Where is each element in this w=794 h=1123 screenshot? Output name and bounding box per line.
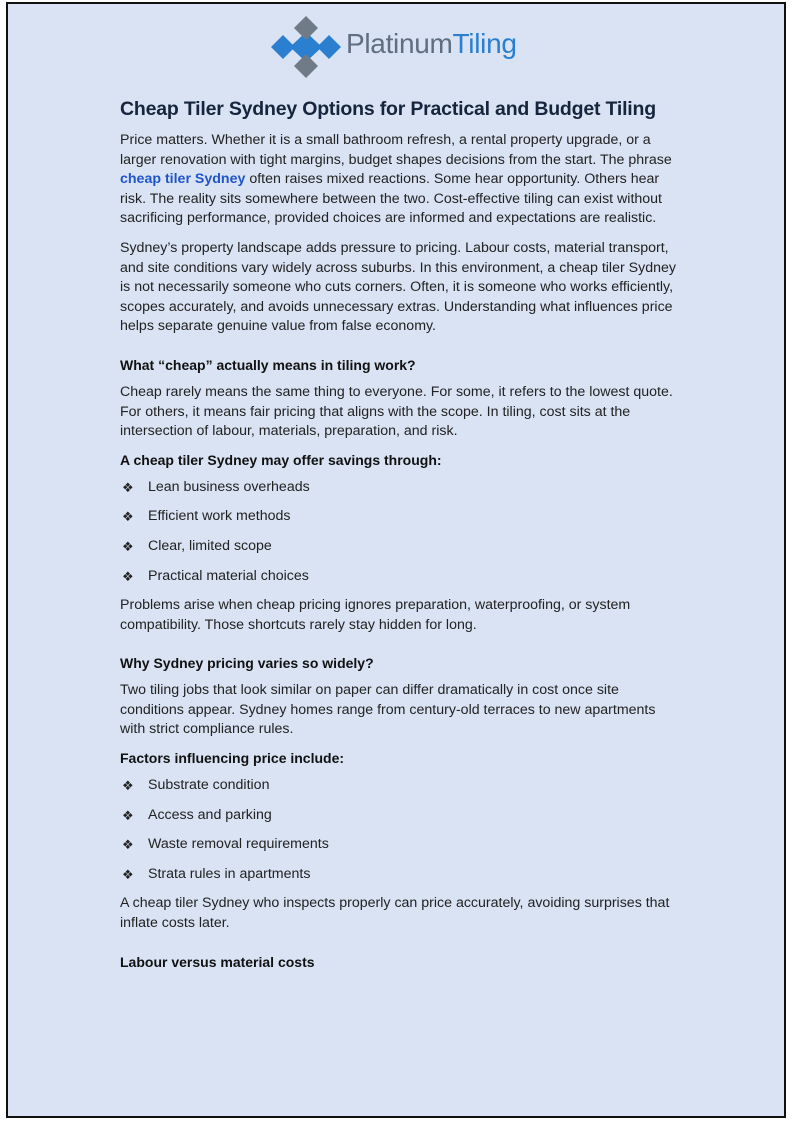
- section2-closing: A cheap tiler Sydney who inspects properly can price accurately, avoiding surprises that inflate costs later.: [120, 895, 670, 932]
- list-item-text: Substrate condition: [148, 777, 270, 794]
- section2-heading: Why Sydney pricing varies so widely?: [120, 655, 374, 672]
- list-item: [120, 776, 680, 796]
- article-body: [120, 98, 680, 980]
- section2-subheading: Factors influencing price include:: [120, 750, 345, 767]
- bullet-diamond-icon: ❖: [122, 509, 134, 525]
- bullet-diamond-icon: ❖: [122, 568, 134, 584]
- section1-closing: Problems arise when cheap pricing ignores preparation, waterproofing, or system compatibility. Those shortcuts rarely stay hidden for long.: [120, 597, 631, 633]
- list-item-text: Lean business overheads: [148, 478, 310, 495]
- bullet-diamond-icon: ❖: [122, 538, 134, 554]
- bullet-diamond-icon: ❖: [122, 837, 134, 853]
- list-item-text: Waste removal requirements: [148, 836, 329, 853]
- list-item: [120, 835, 680, 855]
- list-item: [120, 567, 680, 587]
- section1-heading: What “cheap” actually means in tiling work?: [120, 356, 416, 373]
- bullet-diamond-icon: ❖: [122, 479, 134, 495]
- bullet-diamond-icon: ❖: [122, 866, 134, 882]
- paragraph-2: Sydney’s property landscape adds pressure to pricing. Labour costs, material transport, and site conditions vary widely across suburbs. In this environment, a cheap tiler Sydney is not necessarily someone who cuts corners. Often, it is someone who works efficiently, scopes accurately, and avoids unnecessary extras. Understanding what influences price helps separate genuine value from false economy.: [120, 239, 676, 335]
- logo-wordmark: [346, 28, 517, 60]
- list-item-text: Access and parking: [148, 806, 272, 823]
- intro-text-start: Price matters. Whether it is a small bathroom refresh, a rental property upgrade, or a larger renovation with tight margins, budget shapes decisions from the start. The phrase: [120, 132, 672, 168]
- list-item: [120, 806, 680, 826]
- platinum-tiling-logo: [270, 14, 560, 82]
- list-item-text: Efficient work methods: [148, 508, 291, 525]
- list-item: [120, 537, 680, 557]
- section2-paragraph: Two tiling jobs that look similar on paper can differ dramatically in cost once site conditions appear. Sydney homes range from century-old terraces to new apartments with strict compliance rules.: [120, 682, 656, 738]
- document-page: [6, 2, 786, 1118]
- article-title: Cheap Tiler Sydney Options for Practical and Budget Tiling: [120, 98, 656, 120]
- section1-subheading: A cheap tiler Sydney may offer savings through:: [120, 451, 442, 468]
- logo-word-tiling: Tiling: [452, 28, 517, 59]
- cheap-tiler-sydney-link[interactable]: cheap tiler Sydney: [120, 171, 246, 188]
- logo-word-platinum: Platinum: [346, 28, 453, 59]
- diamond-tiles-icon: [270, 14, 342, 82]
- price-factors-bullet-list: [120, 776, 680, 884]
- bullet-diamond-icon: ❖: [122, 778, 134, 794]
- list-item: [120, 865, 680, 885]
- list-item: [120, 507, 680, 527]
- list-item-text: Practical material choices: [148, 567, 309, 584]
- intro-paragraph: [120, 131, 680, 229]
- savings-bullet-list: [120, 478, 680, 586]
- bullet-diamond-icon: ❖: [122, 807, 134, 823]
- list-item-text: Clear, limited scope: [148, 537, 272, 554]
- list-item: [120, 478, 680, 498]
- intro-text-end: often raises mixed reactions. Some hear opportunity. Others hear risk. The reality sits somewhere between the two. Cost-effective tiling can exist without sacrificing performance, provided choices are informed and expectations are realistic.: [120, 171, 662, 227]
- section3-heading: Labour versus material costs: [120, 953, 315, 970]
- section1-paragraph: Cheap rarely means the same thing to everyone. For some, it refers to the lowest quote. For others, it means fair pricing that aligns with the scope. In tiling, cost sits at the intersection of labour, materials, preparation, and risk.: [120, 383, 673, 440]
- list-item-text: Strata rules in apartments: [148, 865, 311, 882]
